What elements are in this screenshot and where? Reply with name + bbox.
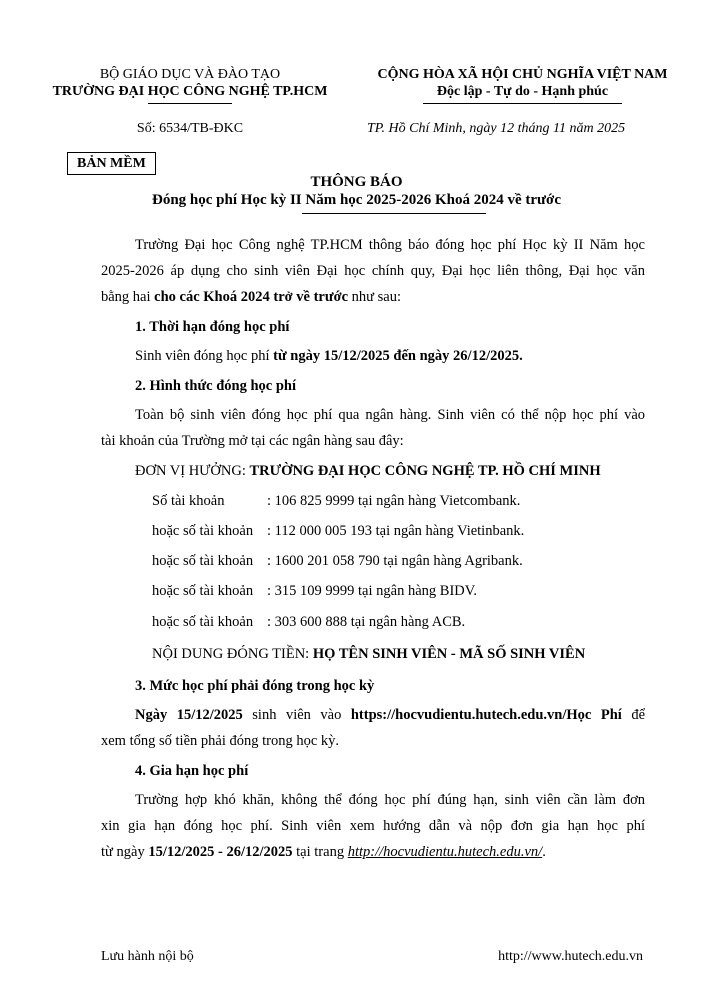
section-2-line-2: tài khoản của Trường mở tại các ngân hàng sau đây:	[101, 433, 404, 449]
account-row	[152, 553, 523, 570]
document-date: TP. Hồ Chí Minh, ngày 12 tháng 11 năm 2025	[367, 121, 626, 136]
section-2-heading: 2. Hình thức đóng học phí	[135, 378, 297, 394]
country-name: CỘNG HÒA XÃ HỘI CHỦ NGHĨA VIỆT NAM	[377, 67, 668, 82]
section-3-post: để	[621, 707, 645, 723]
section-3-heading: 3. Mức học phí phải đóng trong học kỳ	[135, 678, 375, 694]
account-row	[152, 583, 477, 600]
account-value: : 112 000 005 193 tại ngân hàng Vietinbank.	[267, 523, 525, 539]
student-portal-url[interactable]: https://hocvudientu.hutech.edu.vn/Học Phí	[350, 707, 622, 723]
intro-line-3-pre: bằng hai	[101, 289, 155, 305]
title-underline	[302, 213, 486, 214]
intro-line-1: Trường Đại học Công nghệ TP.HCM thông báo đóng học phí Học kỳ II Năm học	[135, 237, 645, 253]
section-4-line-3-pre: từ ngày	[101, 844, 149, 860]
account-row	[152, 493, 520, 510]
intro-line-3-post: như sau:	[348, 289, 401, 305]
ministry-name: BỘ GIÁO DỤC VÀ ĐÀO TẠO	[99, 67, 281, 82]
account-label: hoặc số tài khoản	[152, 523, 254, 539]
account-label: hoặc số tài khoản	[152, 553, 254, 569]
beneficiary-label: ĐƠN VỊ HƯỞNG:	[135, 463, 250, 479]
motto: Độc lập - Tự do - Hạnh phúc	[436, 84, 609, 99]
section-3-line-2: xem tổng số tiền phải đóng trong học kỳ.	[101, 733, 340, 749]
section-1-dates: từ ngày 15/12/2025 đến ngày 26/12/2025.	[273, 348, 523, 364]
section-4-heading: 4. Gia hạn học phí	[135, 763, 249, 779]
section-1-text	[135, 348, 523, 365]
notice-subtitle: Đóng học phí Học kỳ II Năm học 2025-2026 Khoá 2024 về trước	[152, 192, 561, 208]
intro-line-2: 2025-2026 áp dụng cho sinh viên Đại học chính quy, Đại học liên thông, Đại học văn	[101, 263, 645, 279]
account-row	[152, 523, 524, 540]
section-4-line-3-post: .	[542, 844, 546, 860]
document-number: Số: 6534/TB-ĐKC	[136, 121, 244, 136]
account-label: hoặc số tài khoản	[152, 583, 254, 599]
account-label: Số tài khoản	[152, 493, 225, 509]
section-4-line-2: xin gia hạn đóng học phí. Sinh viên xem hướng dẫn và nộp đơn gia hạn học phí	[101, 818, 645, 834]
university-name: TRƯỜNG ĐẠI HỌC CÔNG NGHỆ TP.HCM	[52, 84, 328, 99]
account-value: : 1600 201 058 790 tại ngân hàng Agribank.	[267, 553, 523, 569]
payment-content-value: HỌ TÊN SINH VIÊN - MÃ SỐ SINH VIÊN	[312, 646, 586, 662]
footer-internal-note: Lưu hành nội bộ	[101, 949, 194, 964]
payment-content-label: NỘI DUNG ĐÓNG TIỀN:	[152, 646, 313, 662]
beneficiary-value: TRƯỜNG ĐẠI HỌC CÔNG NGHỆ TP. HỒ CHÍ MINH	[249, 463, 601, 479]
section-1-text-pre: Sinh viên đóng học phí	[135, 348, 274, 364]
account-value: : 315 109 9999 tại ngân hàng BIDV.	[267, 583, 477, 599]
account-row	[152, 614, 465, 631]
notice-title: THÔNG BÁO	[310, 174, 403, 190]
student-portal-link[interactable]: http://hocvudientu.hutech.edu.vn/	[347, 844, 543, 860]
section-1-heading: 1. Thời hạn đóng học phí	[135, 319, 290, 335]
extension-dates: 15/12/2025 - 26/12/2025	[148, 844, 293, 860]
section-3-line-1	[135, 707, 645, 724]
intro-line-3-bold: cho các Khoá 2024 trở về trước	[154, 289, 349, 305]
footer-website[interactable]: http://www.hutech.edu.vn	[498, 949, 643, 964]
section-4-line-3-mid: tại trang	[292, 844, 348, 860]
section-4-line-3	[101, 844, 546, 861]
intro-line-3	[101, 289, 401, 306]
beneficiary	[135, 463, 601, 480]
section-3-date: Ngày 15/12/2025	[135, 707, 243, 723]
motto-underline	[423, 103, 622, 104]
account-value: : 303 600 888 tại ngân hàng ACB.	[267, 614, 466, 630]
section-3-mid: sinh viên vào	[242, 707, 351, 723]
soft-copy-stamp: BẢN MỀM	[67, 152, 156, 175]
section-4-line-1: Trường hợp khó khăn, không thể đóng học phí đúng hạn, sinh viên cần làm đơn	[135, 792, 645, 808]
section-2-line-1: Toàn bộ sinh viên đóng học phí qua ngân hàng. Sinh viên có thể nộp học phí vào	[135, 407, 645, 423]
account-label: hoặc số tài khoản	[152, 614, 254, 630]
account-value: : 106 825 9999 tại ngân hàng Vietcombank.	[267, 493, 521, 509]
payment-content	[152, 646, 585, 663]
university-underline	[148, 103, 232, 104]
